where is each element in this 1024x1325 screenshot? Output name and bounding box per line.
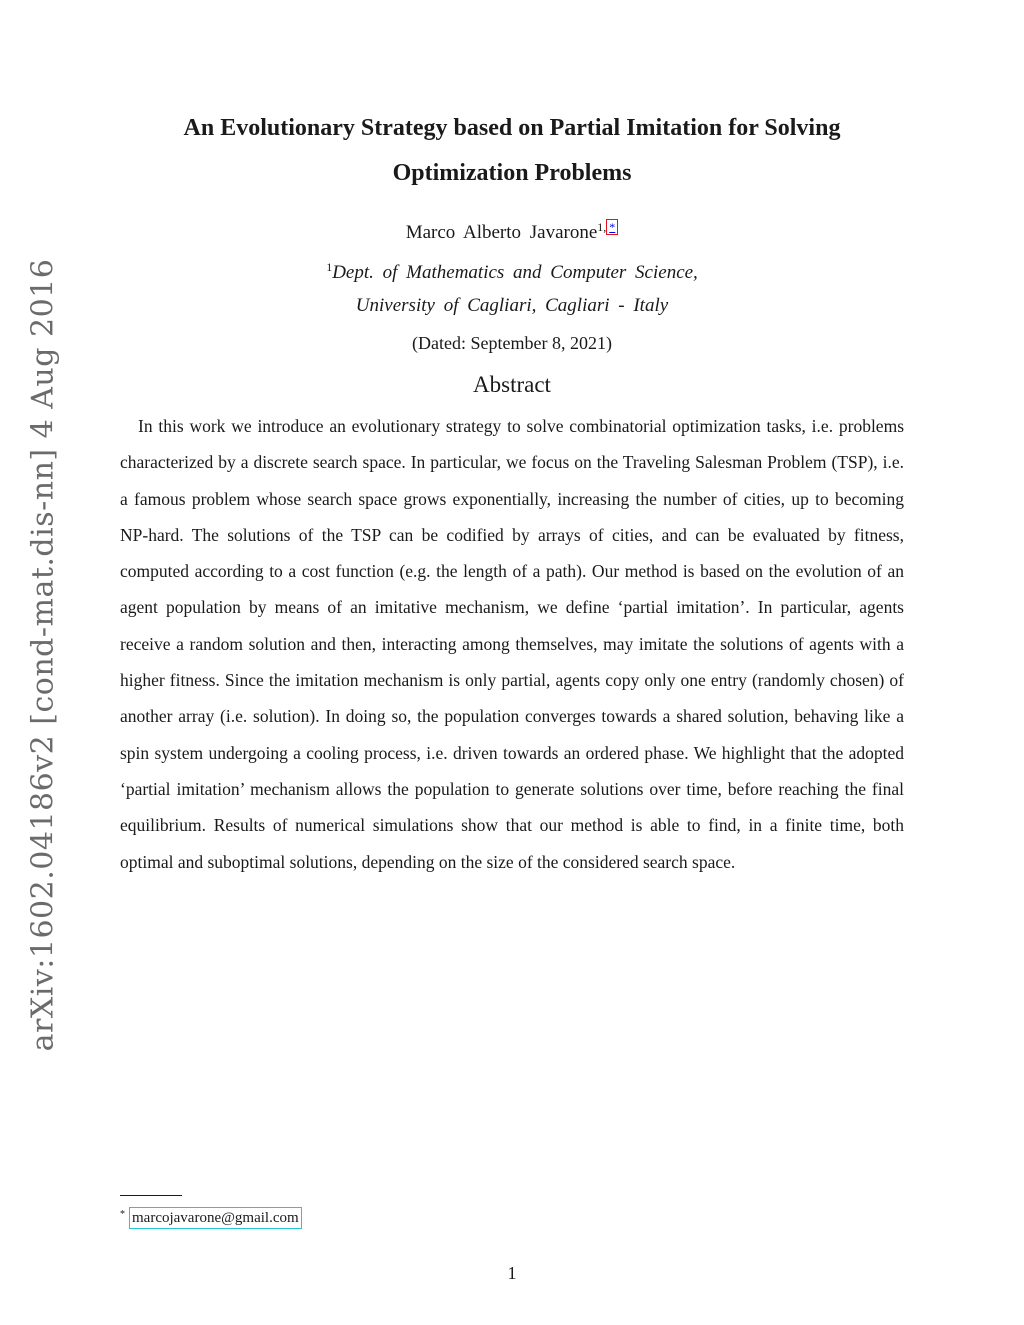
footnote-link[interactable]: *: [606, 219, 618, 235]
footnote-rule: [120, 1195, 182, 1196]
abstract-body: In this work we introduce an evolutionary strategy to solve combinatorial optimization tasks, i.e. problems characterized by a discrete search space. In particular, we focus on the Traveling Salesman Problem (TSP), i.e. a famous problem whose search space grows exponentially, increasing the number of cities, up to becoming NP-hard. The solutions of the TSP can be codified by arrays of cities, and can be evaluated by fitness, computed according to a cost function (e.g. the length of a path). Our method is based on the evolution of an agent population by means of an imitative mechanism, we define ‘partial imitation’. In particular, agents receive a random solution and then, interacting among themselves, may imitate the solutions of agents with a higher fitness. Since the imitation mechanism is only partial, agents copy only one entry (randomly chosen) of another array (i.e. solution). In doing so, the population converges towards a shared solution, behaving like a spin system undergoing a cooling process, i.e. driven towards an ordered phase. We highlight that the adopted ‘partial imitation’ mechanism allows the population to generate solutions over time, before reaching the final equilibrium. Results of numerical simulations show that our method is able to find, in a finite time, both optimal and suboptimal solutions, depending on the size of the considered search space.: [120, 416, 904, 872]
footnote-mark: *: [120, 1209, 125, 1220]
affiliation-line-1: [120, 260, 904, 284]
email-link[interactable]: marcojavarone@gmail.com: [129, 1207, 302, 1229]
arxiv-identifier-stamp: arXiv:1602.04186v2 [cond-mat.dis-nn] 4 Aug 2016: [25, 258, 61, 1052]
paper-title-line-1: An Evolutionary Strategy based on Partial Imitation for Solving: [183, 115, 841, 141]
affiliation-mark: 1: [326, 260, 333, 274]
affiliation-line-2: University of Cagliari, Cagliari - Italy: [355, 295, 669, 316]
abstract-heading: Abstract: [473, 372, 551, 397]
author-line: [120, 219, 904, 244]
paper-title-line-2: Optimization Problems: [392, 160, 632, 186]
affiliation-department: Dept. of Mathematics and Computer Science,: [332, 262, 698, 283]
page-number: 1: [507, 1263, 517, 1283]
author-affiliation-mark: 1,: [597, 220, 607, 234]
footnote: [120, 1204, 302, 1229]
author-name: Marco Alberto Javarone: [405, 222, 598, 243]
dated-line: (Dated: September 8, 2021): [412, 333, 612, 353]
